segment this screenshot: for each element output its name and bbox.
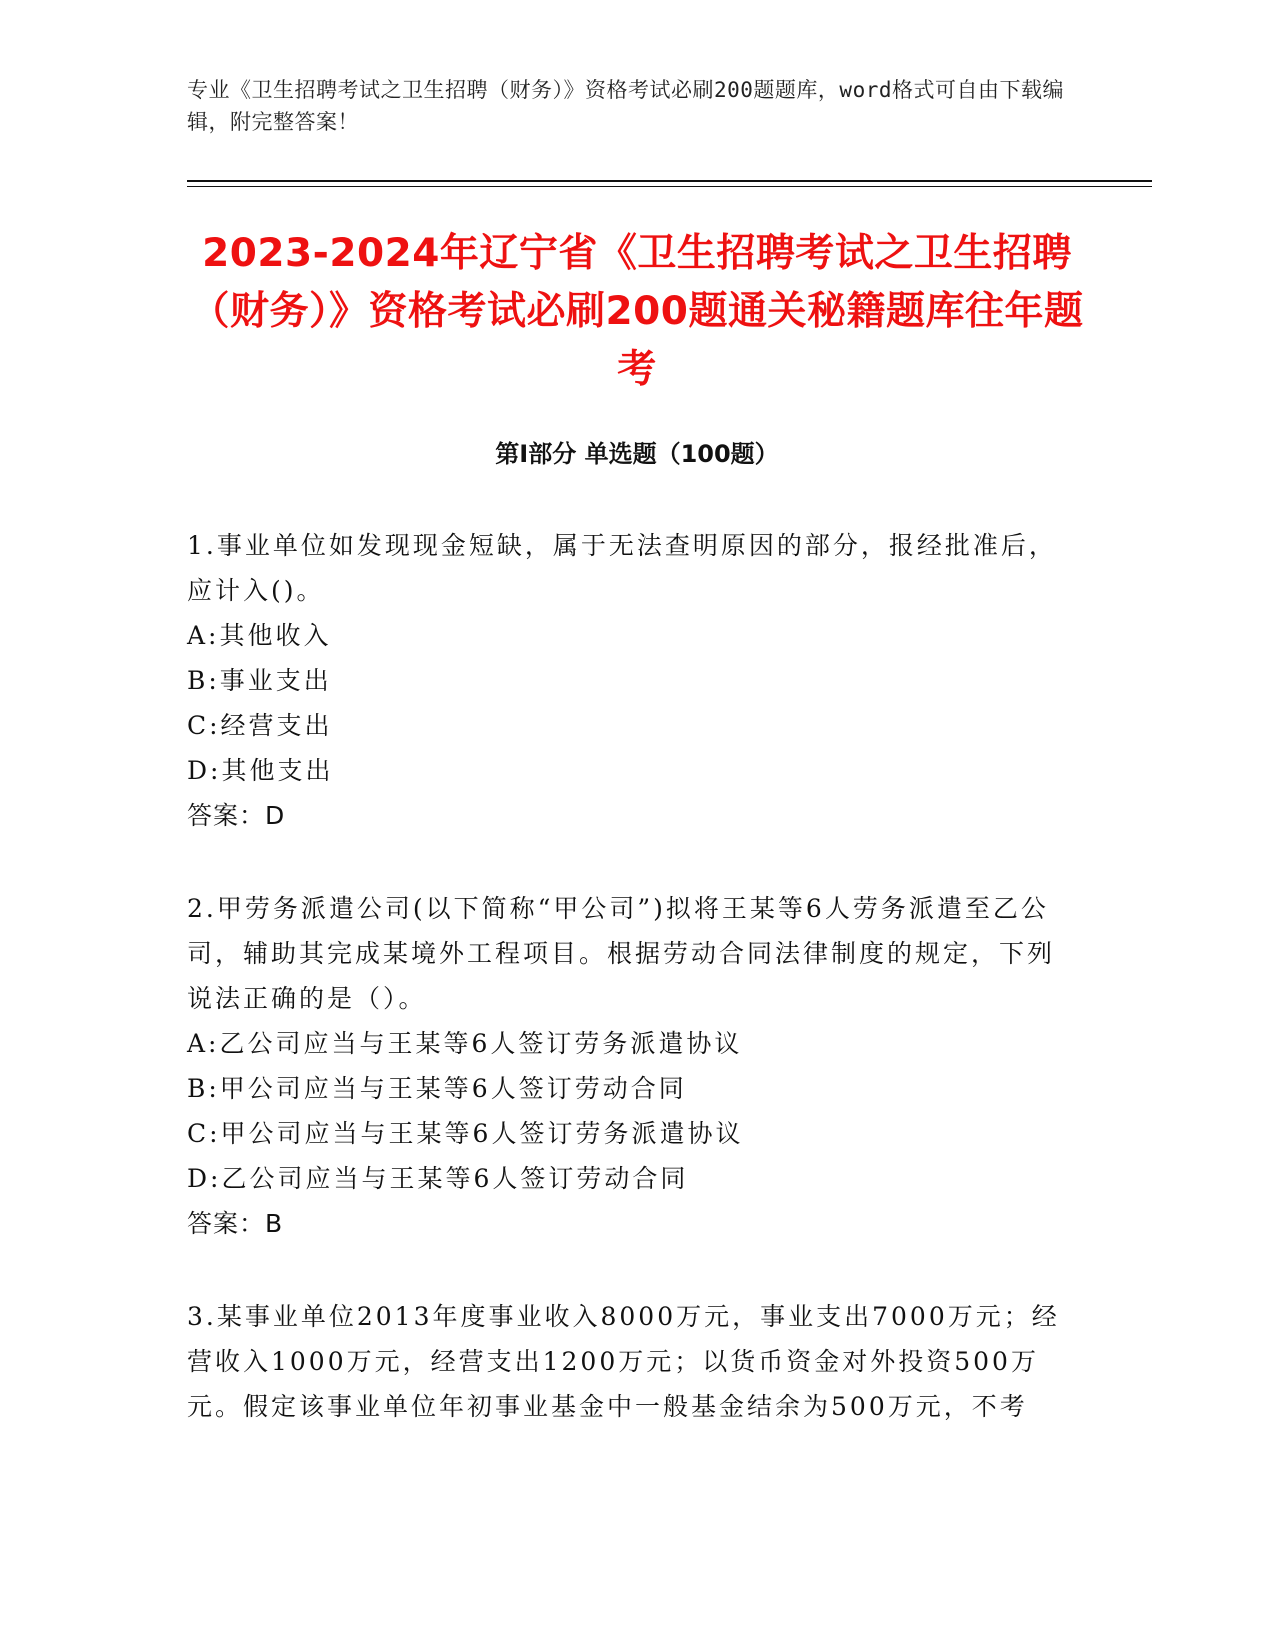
question-3 xyxy=(187,1294,1072,1429)
question-stem: 2.甲劳务派遣公司(以下简称“甲公司”)拟将王某等6人劳务派遣至乙公司，辅助其完成某境外工程项目。根据劳动合同法律制度的规定，下列说法正确的是（）。 xyxy=(187,894,1056,1013)
question-1 xyxy=(187,523,1072,838)
header-divider-thin xyxy=(187,186,1152,187)
header-note: 专业《卫生招聘考试之卫生招聘（财务）》资格考试必刷200题题库，word格式可自由下载编辑，附完整答案！ xyxy=(187,78,1064,134)
question-stem: 1.事业单位如发现现金短缺，属于无法查明原因的部分，报经批准后，应计入()。 xyxy=(187,531,1057,605)
section-heading: 第Ⅰ部分 单选题（100题） xyxy=(495,440,779,468)
document-title: 2023-2024年辽宁省《卫生招聘考试之卫生招聘（财务）》资格考试必刷200题通关秘籍题库往年题考 xyxy=(190,231,1084,392)
question-list xyxy=(187,523,1072,1477)
question-stem: 3.某事业单位2013年度事业收入8000万元，事业支出7000万元；经营收入1000万元，经营支出1200万元；以货币资金对外投资500万元。假定该事业单位年初事业基金中一般基金结余为500万元，不考 xyxy=(187,1302,1060,1421)
option-c: C:经营支出 xyxy=(187,711,333,740)
header-divider xyxy=(187,180,1152,182)
option-a: A:其他收入 xyxy=(187,621,332,650)
option-b: B:甲公司应当与王某等6人签订劳动合同 xyxy=(187,1074,687,1103)
option-d: D:其他支出 xyxy=(187,756,334,785)
option-d: D:乙公司应当与王某等6人签订劳动合同 xyxy=(187,1164,689,1193)
answer: 答案：B xyxy=(187,1209,284,1238)
option-b: B:事业支出 xyxy=(187,666,332,695)
option-a: A:乙公司应当与王某等6人签订劳务派遣协议 xyxy=(187,1029,743,1058)
option-c: C:甲公司应当与王某等6人签订劳务派遣协议 xyxy=(187,1119,744,1148)
question-2 xyxy=(187,886,1072,1246)
answer: 答案：D xyxy=(187,801,286,830)
